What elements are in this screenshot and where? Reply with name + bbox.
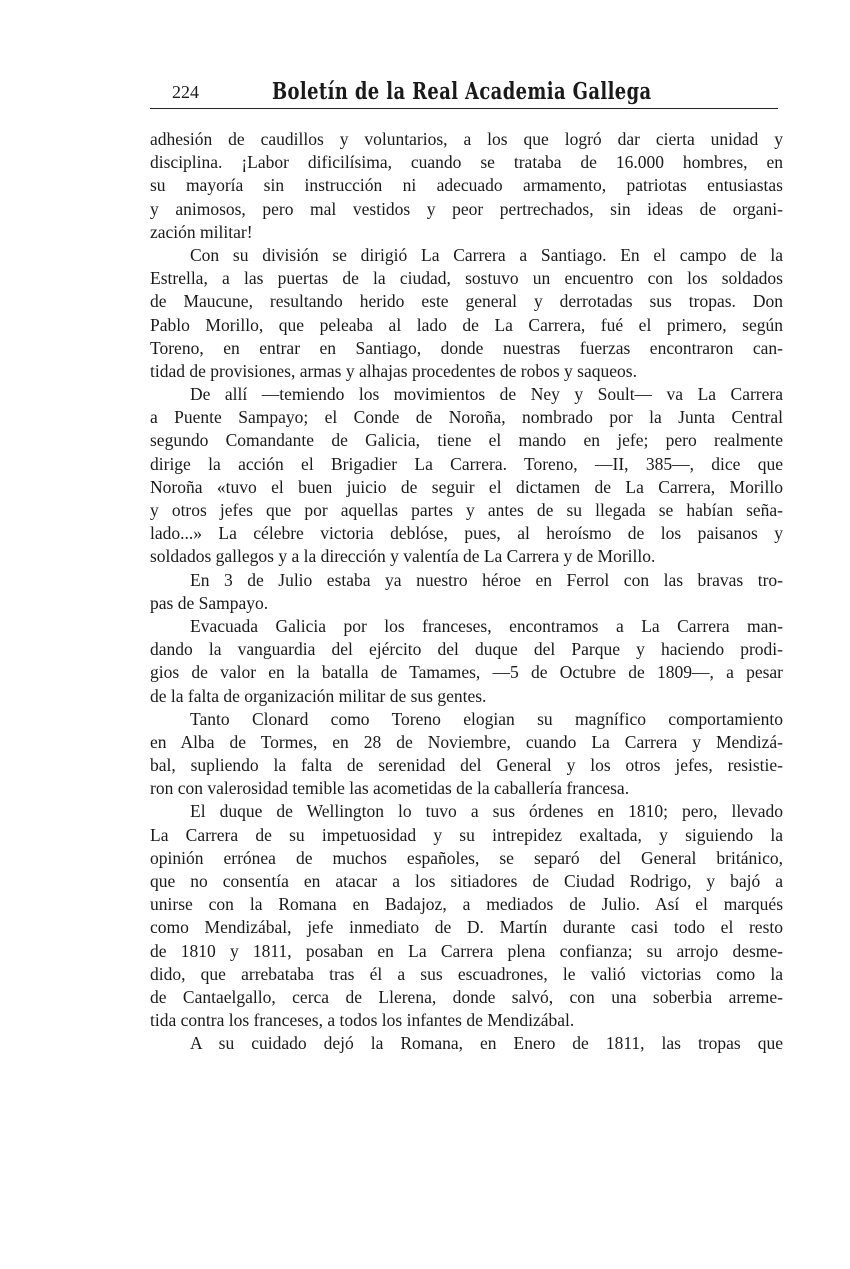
paragraph	[150, 244, 783, 383]
text-line: Tanto Clonard como Toreno elogian su magnífico comportamiento	[190, 708, 783, 729]
text-line: opinión errónea de muchos españoles, se separó del General británico,	[150, 847, 783, 868]
paragraph	[150, 1032, 783, 1055]
article-body	[150, 128, 783, 1056]
text-line: de 1810 y 1811, posaban en La Carrera plena confianza; su arrojo desme-	[150, 940, 783, 961]
text-line: disciplina. ¡Labor dificilísima, cuando se trataba de 16.000 hombres, en	[150, 152, 783, 173]
text-line: unirse con la Romana en Badajoz, a mediados de Julio. Así el marqués	[150, 894, 783, 915]
text-line: tidad de provisiones, armas y alhajas procedentes de robos y saqueos.	[150, 360, 637, 381]
text-line: gios de valor en la batalla de Tamames, —5 de Octubre de 1809—, a pesar	[150, 662, 783, 683]
journal-title: Boletín de la Real Academia Gallega	[272, 78, 652, 105]
text-line: Toreno, en entrar en Santiago, donde nuestras fuerzas encontraron can-	[150, 337, 783, 358]
paragraph	[150, 708, 783, 801]
text-line: A su cuidado dejó la Romana, en Enero de 1811, las tropas que	[190, 1033, 783, 1054]
text-line: y otros jefes que por aquellas partes y antes de su llegada se habían seña-	[150, 500, 783, 520]
text-line: adhesión de caudillos y voluntarios, a los que logró dar cierta unidad y	[150, 129, 783, 149]
text-line: bal, supliendo la falta de serenidad del General y los otros jefes, resistie-	[150, 755, 783, 776]
text-line: dido, que arrebataba tras él a sus escuadrones, le valió victorias como la	[150, 963, 783, 984]
text-line: y animosos, pero mal vestidos y peor pertrechados, sin ideas de organi-	[150, 198, 783, 219]
text-line: De allí —temiendo los movimientos de Ney y Soult— va La Carrera	[190, 384, 783, 405]
text-line: La Carrera de su impetuosidad y su intrepidez exaltada, y siguiendo la	[150, 824, 783, 845]
paragraph	[150, 383, 783, 569]
text-line: El duque de Wellington lo tuvo a sus órdenes en 1810; pero, llevado	[190, 801, 783, 822]
text-line: En 3 de Julio estaba ya nuestro héroe en Ferrol con las bravas tro-	[190, 569, 783, 590]
running-header	[150, 78, 778, 109]
page-number: 224	[172, 82, 199, 102]
text-line: dando la vanguardia del ejército del duque del Parque y haciendo prodi-	[150, 639, 783, 660]
text-line: segundo Comandante de Galicia, tiene el mando en jefe; pero realmente	[150, 430, 783, 451]
text-line: pas de Sampayo.	[150, 592, 269, 613]
text-line: en Alba de Tormes, en 28 de Noviembre, cuando La Carrera y Mendizá-	[150, 731, 783, 752]
text-line: su mayoría sin instrucción ni adecuado armamento, patriotas entusiastas	[150, 175, 783, 196]
paragraph	[150, 569, 783, 615]
text-line: que no consentía en atacar a los sitiadores de Ciudad Rodrigo, y bajó a	[150, 871, 783, 891]
text-line: Estrella, a las puertas de la ciudad, sostuvo un encuentro con los soldados	[150, 268, 783, 289]
text-line: a Puente Sampayo; el Conde de Noroña, nombrado por la Junta Central	[150, 407, 783, 428]
text-line: Noroña «tuvo el buen juicio de seguir el dictamen de La Carrera, Morillo	[150, 476, 783, 497]
text-line: Evacuada Galicia por los franceses, encontramos a La Carrera man-	[190, 615, 783, 636]
text-line: como Mendizábal, jefe inmediato de D. Martín durante casi todo el resto	[150, 917, 783, 938]
text-line: zación militar!	[150, 221, 253, 242]
text-line: ron con valerosidad temible las acometidas de la caballería francesa.	[150, 778, 630, 799]
text-line: soldados gallegos y a la dirección y valentía de La Carrera y de Morillo.	[150, 546, 656, 567]
text-line: Pablo Morillo, que peleaba al lado de La Carrera, fué el primero, según	[150, 314, 783, 335]
text-line: Con su división se dirigió La Carrera a Santiago. En el campo de la	[190, 244, 783, 265]
text-line: de la falta de organización militar de sus gentes.	[150, 685, 487, 706]
text-line: de Maucune, resultando herido este general y derrotadas sus tropas. Don	[150, 291, 783, 312]
text-line: tida contra los franceses, a todos los infantes de Mendizábal.	[150, 1010, 575, 1031]
paragraph	[150, 615, 783, 708]
text-line: lado...» La célebre victoria deblóse, pues, al heroísmo de los paisanos y	[150, 523, 783, 544]
text-line: de Cantaelgallo, cerca de Llerena, donde salvó, con una soberbia arreme-	[150, 986, 783, 1007]
paragraph	[150, 128, 783, 244]
text-line: dirige la acción el Brigadier La Carrera. Toreno, —II, 385—, dice que	[150, 453, 783, 474]
paragraph	[150, 800, 783, 1032]
